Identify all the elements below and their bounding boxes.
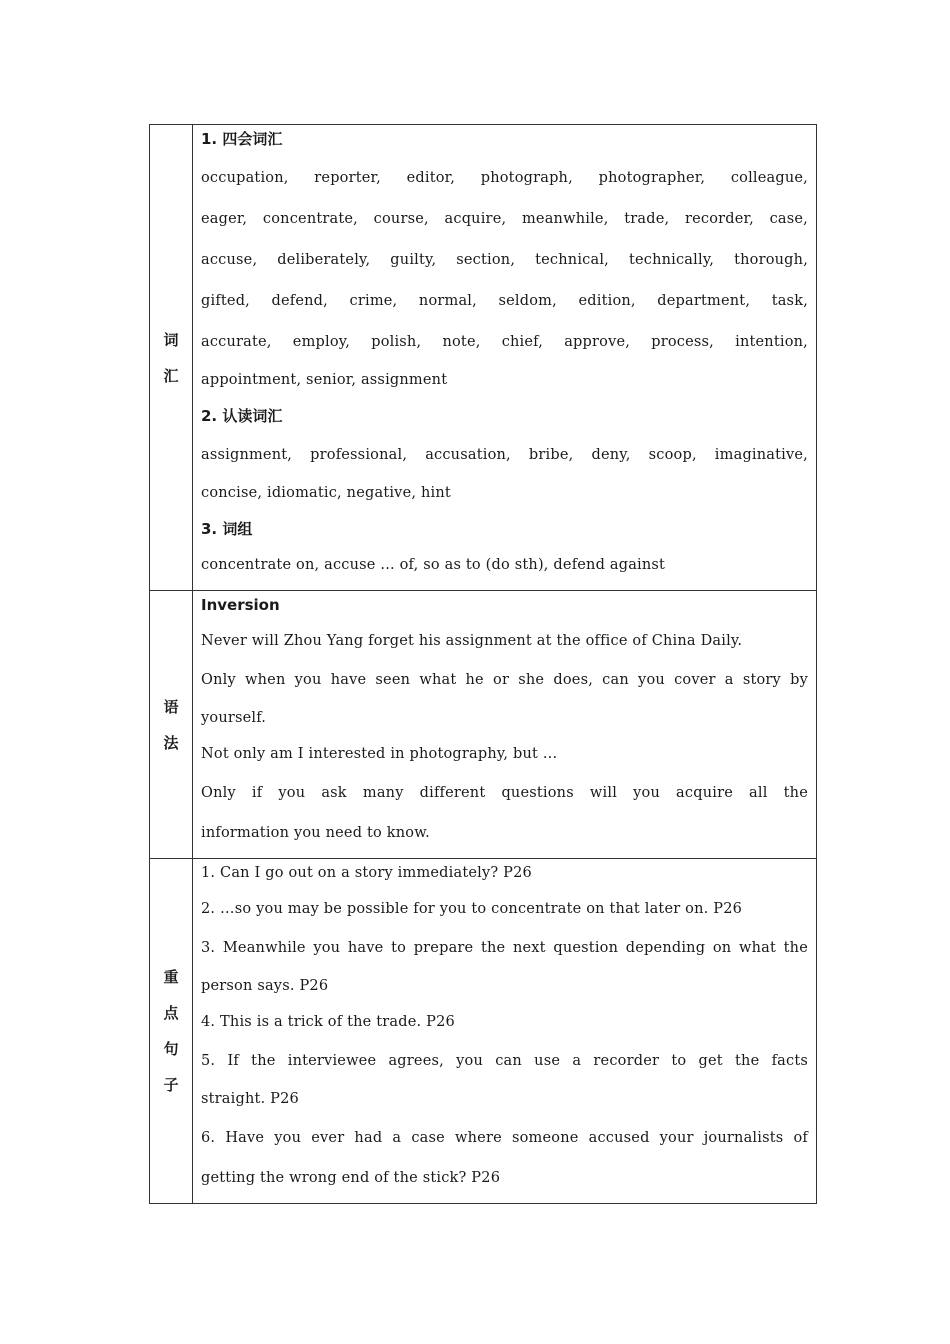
sentences-label-char: 句 <box>163 1040 179 1058</box>
grammar-example-line: information you need to know. <box>201 825 430 841</box>
grammar-heading: Inversion <box>201 596 280 614</box>
sentence-line: getting the wrong end of the stick? P26 <box>201 1170 501 1186</box>
sentences-label-char: 点 <box>163 1004 179 1022</box>
sentences-label-char: 重 <box>163 968 179 986</box>
vocab-word-line: gifted, defend, crime, normal, seldom, edition, department, task, <box>201 293 808 309</box>
vocab-label-cell <box>150 125 193 591</box>
grammar-example-line: Not only am I interested in photography, but ... <box>201 746 558 762</box>
grammar-label-char: 语 <box>163 697 179 716</box>
vocab-word-line: concise, idiomatic, negative, hint <box>201 485 451 501</box>
grammar-label-char: 法 <box>163 733 179 752</box>
grammar-example-line: yourself. <box>201 710 267 726</box>
grammar-example-line: Only when you have seen what he or she does, can you cover a story by <box>201 672 808 688</box>
vocab-label-char: 汇 <box>163 366 179 385</box>
sentences-content <box>193 859 817 1204</box>
sentence-line: straight. P26 <box>201 1091 299 1107</box>
sentences-label-char: 子 <box>163 1076 179 1094</box>
study-table <box>149 124 817 1204</box>
vocab-section1-heading: 1. 四会词汇 <box>201 130 283 148</box>
vocab-label-char: 词 <box>163 330 179 349</box>
sentence-line: person says. P26 <box>201 978 329 994</box>
vocab-section3-heading: 3. 词组 <box>201 520 253 538</box>
vocab-row <box>150 125 817 591</box>
sentence-line: 1. Can I go out on a story immediately? P26 <box>201 865 532 881</box>
sentence-line: 5. If the interviewee agrees, you can use a recorder to get the facts <box>201 1053 808 1069</box>
sentence-line: 6. Have you ever had a case where someone accused your journalists of <box>201 1130 808 1146</box>
vocab-word-line: accuse, deliberately, guilty, section, technical, technically, thorough, <box>201 252 808 268</box>
grammar-label-cell <box>150 591 193 859</box>
grammar-example-line: Only if you ask many different questions will you acquire all the <box>201 785 808 801</box>
vocab-section2-heading: 2. 认读词汇 <box>201 407 283 425</box>
vocab-word-line: assignment, professional, accusation, bribe, deny, scoop, imaginative, <box>201 447 808 463</box>
sentences-row <box>150 859 817 1204</box>
vocab-word-line: appointment, senior, assignment <box>201 372 448 388</box>
vocab-word-line: eager, concentrate, course, acquire, meanwhile, trade, recorder, case, <box>201 211 808 227</box>
grammar-row <box>150 591 817 859</box>
vocab-phrase-line: concentrate on, accuse ... of, so as to (do sth), defend against <box>201 557 666 573</box>
sentences-label-cell <box>150 859 193 1204</box>
vocab-content <box>193 125 817 591</box>
vocab-word-line: occupation, reporter, editor, photograph, photographer, colleague, <box>201 170 808 186</box>
vocab-word-line: accurate, employ, polish, note, chief, approve, process, intention, <box>201 334 808 350</box>
sentence-line: 4. This is a trick of the trade. P26 <box>201 1014 455 1030</box>
sentence-line: 2. …so you may be possible for you to concentrate on that later on. P26 <box>201 901 743 917</box>
grammar-content <box>193 591 817 859</box>
grammar-example-line: Never will Zhou Yang forget his assignment at the office of China Daily. <box>201 633 743 649</box>
sentence-line: 3. Meanwhile you have to prepare the next question depending on what the <box>201 940 808 956</box>
